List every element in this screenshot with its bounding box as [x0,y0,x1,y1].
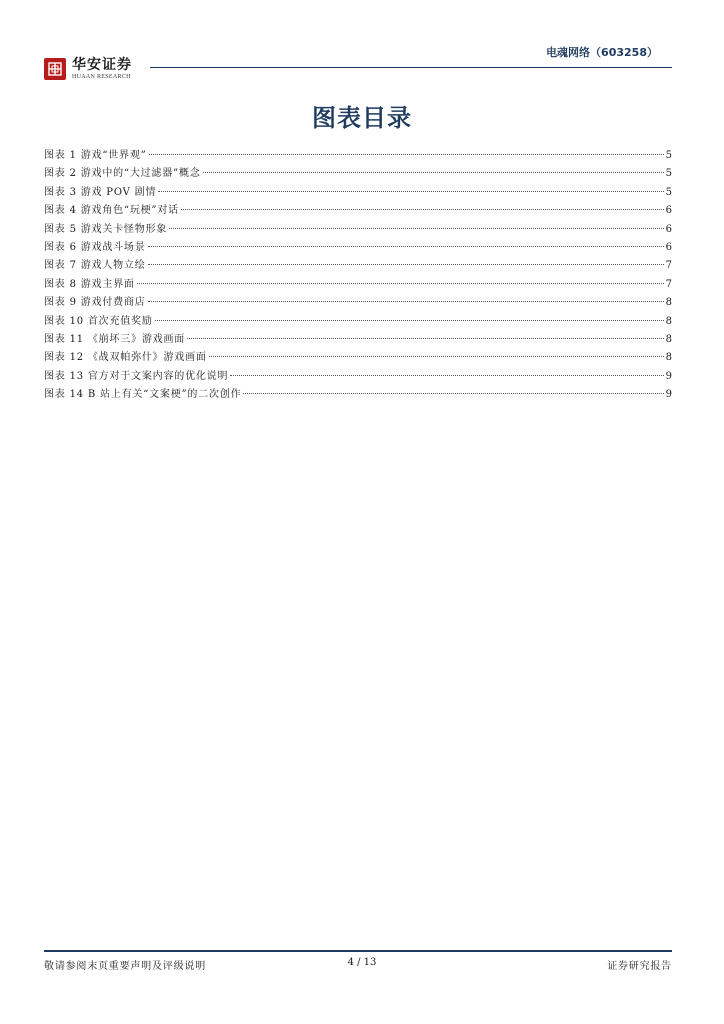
toc-entry[interactable] [44,164,672,182]
toc-entry-page[interactable]: 5 [665,168,672,180]
toc-entry-label[interactable]: 图表 12 《战双帕弥什》游戏画面 [44,352,207,364]
toc-entry-label[interactable]: 图表 5 游戏关卡怪物形象 [44,223,168,235]
toc-entry-label[interactable]: 图表 4 游戏角色“玩梗”对话 [44,205,179,217]
toc-entry[interactable] [44,348,672,366]
report-type: 证券研究报告 [607,961,672,972]
company-logo [44,58,132,80]
toc-entry-page[interactable]: 7 [665,260,672,272]
toc-leader-dots [148,264,664,265]
header-divider [150,67,672,68]
toc-entry-page[interactable]: 7 [665,278,672,290]
toc-entry-label[interactable]: 图表 8 游戏主界面 [44,278,135,290]
footer-divider [44,950,672,952]
toc-entry[interactable] [44,183,672,201]
toc-entry[interactable] [44,275,672,293]
toc-entry[interactable] [44,220,672,238]
figure-list [44,146,672,403]
toc-entry-page[interactable]: 5 [665,186,672,198]
toc-entry-page[interactable]: 8 [665,352,672,364]
toc-entry-label[interactable]: 图表 1 游戏“世界观” [44,150,147,161]
toc-entry[interactable] [44,201,672,219]
toc-entry[interactable] [44,146,672,164]
toc-leader-dots [148,301,664,302]
toc-leader-dots [137,283,664,284]
toc-leader-dots [148,246,664,247]
toc-leader-dots [243,393,663,394]
logo-en-text: HUAAN RESEARCH [72,74,131,80]
toc-entry-page[interactable]: 6 [665,205,672,217]
toc-entry[interactable] [44,367,672,385]
report-company-code: 电魂网络（603258） [546,46,658,59]
toc-entry-page[interactable]: 9 [665,389,672,401]
toc-entry-page[interactable]: 6 [665,223,672,235]
toc-entry-page[interactable]: 6 [665,241,672,253]
toc-entry-label[interactable]: 图表 11 《崩坏三》游戏画面 [44,333,186,345]
toc-leader-dots [155,320,664,321]
toc-leader-dots [181,209,664,210]
toc-leader-dots [158,191,663,192]
toc-entry-page[interactable]: 8 [665,297,672,309]
toc-entry[interactable] [44,385,672,403]
toc-leader-dots [149,154,664,155]
page-number: 4 / 13 [347,957,377,968]
toc-entry-label[interactable]: 图表 10 首次充值奖励 [44,315,153,327]
toc-entry[interactable] [44,312,672,330]
toc-entry-label[interactable]: 图表 7 游戏人物立绘 [44,260,146,272]
logo-cn-text: 华安证券 [72,57,132,73]
toc-entry[interactable] [44,293,672,311]
footer-disclaimer: 敬请参阅末页重要声明及评级说明 [44,961,206,972]
toc-entry-label[interactable]: 图表 6 游戏战斗场景 [44,241,146,253]
toc-leader-dots [230,375,663,376]
toc-entry-page[interactable]: 5 [665,150,672,161]
toc-entry-label[interactable]: 图表 13 官方对于文案内容的优化说明 [44,370,229,382]
toc-entry-page[interactable]: 8 [665,315,672,327]
toc-entry-page[interactable]: 9 [665,370,672,382]
page-title: 图表目录 [312,104,412,132]
toc-entry-label[interactable]: 图表 14 B 站上有关“文案梗”的二次创作 [44,389,242,401]
toc-leader-dots [187,338,664,339]
toc-entry-label[interactable]: 图表 9 游戏付费商店 [44,297,146,309]
toc-entry[interactable] [44,330,672,348]
toc-entry-label[interactable]: 图表 3 游戏 POV 剧情 [44,186,157,198]
toc-entry[interactable] [44,238,672,256]
toc-leader-dots [203,172,664,173]
toc-entry[interactable] [44,256,672,274]
toc-leader-dots [209,356,664,357]
toc-leader-dots [169,228,664,229]
toc-entry-label[interactable]: 图表 2 游戏中的“大过滤器”概念 [44,168,201,180]
logo-seal-icon [44,58,66,80]
toc-entry-page[interactable]: 8 [665,333,672,345]
